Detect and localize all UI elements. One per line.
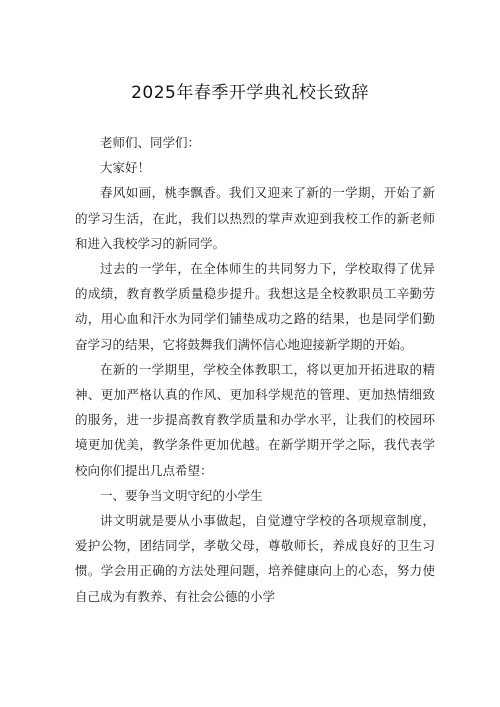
greeting: 大家好！ xyxy=(100,160,151,176)
paragraph: 在新的一学期里，学校全体教职工，将以更加开拓进取的精神、更加严格认真的作风、更加科学规范的管理、更加热情细致的服务，进一步提高教育教学质量和办学水平，让我们的校园环境更加优美，教学条件更加优越。在新学期开学之际，我代表学校向你们提出几点希望： xyxy=(75,361,435,478)
paragraph: 过去的一学年，在全体师生的共同努力下，学校取得了优异的成绩，教育教学质量稳步提升。我想这是全校教职员工辛勤劳动，用心血和汗水为同学们铺垫成功之路的结果，也是同学们勤奋学习的结果，它将鼓舞我们满怀信心地迎接新学期的开始。 xyxy=(75,261,435,352)
salutation: 老师们、同学们： xyxy=(100,135,201,150)
paragraph: 春风如画，桃李飘香。我们又迎来了新的一学期，开始了新的学习生活，在此，我们以热烈的掌声欢迎到我校工作的新老师和进入我校学习的新同学。 xyxy=(75,185,435,251)
section-heading: 一、要争当文明守纪的小学生 xyxy=(100,487,263,503)
document-title: 2025年春季开学典礼校长致辞 xyxy=(131,83,369,103)
section-paragraph: 讲文明就是要从小事做起，自觉遵守学校的各项规章制度，爱护公物，团结同学，孝敬父母，尊敬师长，养成良好的卫生习惯。学会用正确的方法处理问题，培养健康向上的心态，努力使自己成为有教养、有社会公德的小学 xyxy=(75,513,435,604)
document-body xyxy=(75,130,435,609)
